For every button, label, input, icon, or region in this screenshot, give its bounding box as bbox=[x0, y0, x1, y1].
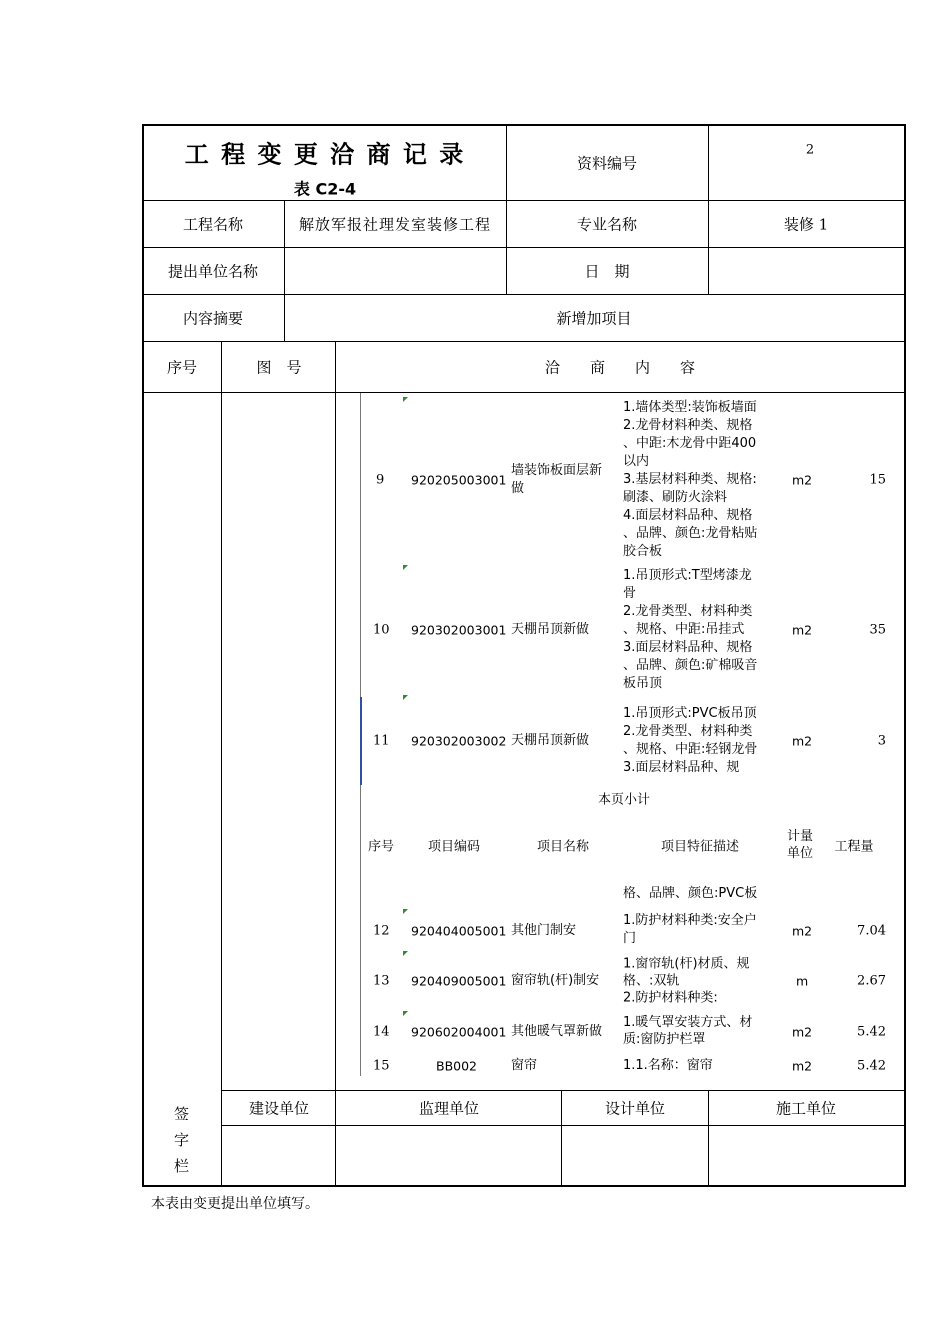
item-desc: 1.墙体类型:装饰板墙面 2.龙骨材料种类、规格 、中距:木龙骨中距400 以内 3.基层材料种类、规格: 刷漆、刷防火涂料 4.面层材料品种、规格 、品牌、颜色:龙骨粘贴 胶合板 bbox=[623, 400, 758, 559]
cell-marker-icon bbox=[403, 951, 408, 956]
item-name: 其他暖气罩新做 bbox=[511, 1024, 603, 1039]
item-desc: 1.吊顶形式:T型烤漆龙 骨 2.龙骨类型、材料种类 、规格、中距:吊挂式 3.面层材料品种、规格 、品牌、颜色:矿棉吸音 板吊顶 bbox=[623, 568, 758, 691]
content-seq-header: 序号 bbox=[166, 358, 198, 377]
item-desc: 1.1.名称：窗帘 bbox=[623, 1058, 713, 1073]
item-desc: 1.吊顶形式:PVC板吊顶 2.龙骨类型、材料种类 、规格、中距:轻钢龙骨 3.面层材料品种、规 bbox=[623, 706, 758, 775]
item-name: 其他门制安 bbox=[511, 923, 577, 938]
item-seq: 10 bbox=[373, 622, 390, 638]
item-unit: m2 bbox=[792, 1024, 813, 1040]
item-desc: 1.窗帘轨(杆)材质、规 格、:双轨 2.防护材料种类: bbox=[623, 956, 750, 1006]
item-name: 窗帘轨(杆)制安 bbox=[511, 973, 600, 988]
item-code: 920205003001 bbox=[411, 472, 507, 488]
col-header-name: 项目名称 bbox=[536, 839, 590, 855]
col-divider bbox=[221, 341, 222, 1186]
specialty-label: 专业名称 bbox=[576, 215, 638, 234]
col-divider bbox=[335, 341, 336, 1186]
item-qty: 7.04 bbox=[857, 923, 886, 939]
table-border-top bbox=[142, 124, 906, 126]
doc-no-value: 2 bbox=[805, 142, 815, 158]
row-divider bbox=[142, 341, 906, 342]
item-unit: m2 bbox=[792, 622, 813, 638]
item-unit: m2 bbox=[792, 472, 813, 488]
col-header-desc: 项目特征描述 bbox=[660, 839, 740, 855]
item-qty: 15 bbox=[869, 472, 886, 488]
item-qty: 5.42 bbox=[857, 1024, 886, 1040]
item-name: 墙装饰板面层新 做 bbox=[511, 463, 603, 496]
form-code: 表 C2-4 bbox=[293, 179, 357, 199]
row-divider bbox=[142, 247, 906, 248]
row-divider bbox=[142, 392, 906, 393]
item-code: 920302003002 bbox=[411, 733, 507, 749]
col-header-code: 项目编码 bbox=[427, 839, 481, 855]
summary-value: 新增加项目 bbox=[556, 309, 632, 328]
item-seq: 12 bbox=[373, 923, 390, 939]
cell-marker-icon bbox=[403, 397, 408, 402]
row-divider bbox=[142, 200, 906, 201]
signature-label: 签 字 栏 bbox=[174, 1105, 190, 1175]
proposer-label: 提出单位名称 bbox=[167, 262, 259, 281]
embedded-sheet-border-accent bbox=[360, 697, 362, 785]
item-qty: 35 bbox=[869, 622, 886, 638]
item-qty: 5.42 bbox=[857, 1058, 886, 1074]
row-divider bbox=[142, 294, 906, 295]
signature-contractor: 施工单位 bbox=[775, 1099, 837, 1118]
item-code: 920404005001 bbox=[411, 923, 507, 939]
item-name: 天棚吊顶新做 bbox=[511, 733, 590, 748]
item-desc: 1.暖气罩安装方式、材 质:窗防护栏罩 bbox=[623, 1015, 753, 1047]
item-qty: 2.67 bbox=[857, 973, 886, 989]
item-unit: m2 bbox=[792, 923, 813, 939]
date-label: 日 期 bbox=[584, 262, 630, 281]
item-seq: 13 bbox=[373, 973, 390, 989]
item-name: 天棚吊顶新做 bbox=[511, 622, 590, 637]
summary-label: 内容摘要 bbox=[182, 309, 244, 328]
page-title: 工 程 变 更 洽 商 记 录 bbox=[184, 140, 466, 169]
item-code: BB002 bbox=[436, 1058, 478, 1074]
col-divider bbox=[506, 124, 507, 294]
signature-owner: 建设单位 bbox=[248, 1099, 310, 1118]
item-seq: 15 bbox=[373, 1058, 390, 1074]
project-name-label: 工程名称 bbox=[182, 215, 244, 234]
col-header-unit: 计量 单位 bbox=[786, 829, 814, 861]
project-name-value: 解放军报社理发室装修工程 bbox=[298, 215, 492, 234]
specialty-value: 装修 1 bbox=[783, 215, 829, 234]
table-border-left bbox=[142, 124, 144, 1186]
item-seq: 9 bbox=[376, 472, 385, 488]
col-divider bbox=[708, 124, 709, 294]
item-code: 920302003001 bbox=[411, 622, 507, 638]
table-border-bottom bbox=[142, 1185, 906, 1187]
signature-supervisor: 监理单位 bbox=[418, 1099, 480, 1118]
item-unit: m bbox=[796, 973, 809, 989]
col-header-seq: 序号 bbox=[367, 839, 395, 855]
item-name: 窗帘 bbox=[511, 1058, 538, 1073]
item-unit: m2 bbox=[792, 1058, 813, 1074]
col-header-qty: 工程量 bbox=[834, 839, 874, 855]
item-unit: m2 bbox=[792, 733, 813, 749]
table-border-right bbox=[904, 124, 906, 1186]
item-seq: 11 bbox=[373, 733, 390, 749]
cell-marker-icon bbox=[403, 1011, 408, 1016]
cell-marker-icon bbox=[403, 695, 408, 700]
item-qty: 3 bbox=[877, 733, 886, 749]
desc-continuation: 格、品牌、颜色:PVC板 bbox=[623, 886, 758, 901]
content-body-header: 洽 商 内 容 bbox=[544, 358, 696, 377]
footnote: 本表由变更提出单位填写。 bbox=[151, 1196, 319, 1212]
item-code: 920409005001 bbox=[411, 973, 507, 989]
cell-marker-icon bbox=[403, 565, 408, 570]
subtotal-label: 本页小计 bbox=[597, 792, 651, 808]
item-code: 920602004001 bbox=[411, 1024, 507, 1040]
content-drawing-header: 图 号 bbox=[256, 358, 302, 377]
item-seq: 14 bbox=[373, 1024, 390, 1040]
cell-marker-icon bbox=[403, 909, 408, 914]
row-divider bbox=[221, 1125, 905, 1126]
doc-no-label: 资料编号 bbox=[576, 154, 638, 173]
item-desc: 1.防护材料种类:安全户 门 bbox=[623, 913, 757, 946]
col-divider bbox=[561, 1090, 562, 1186]
col-divider bbox=[708, 1090, 709, 1186]
signature-designer: 设计单位 bbox=[604, 1099, 666, 1118]
col-divider bbox=[284, 200, 285, 342]
row-divider bbox=[221, 1090, 905, 1091]
